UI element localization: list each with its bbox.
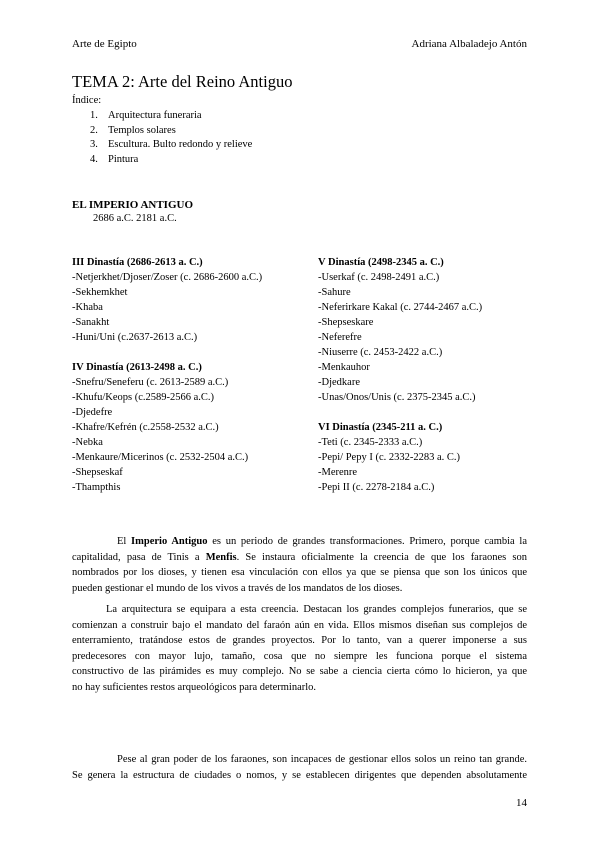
ruler-item: -Snefru/Seneferu (c. 2613-2589 a.C.)	[72, 377, 229, 388]
text-run: es un periodo de grandes transformaciones. Primero, porque cambia la	[207, 536, 527, 548]
ruler-item: -Khafre/Kefrén (c.2558-2532 a.C.)	[72, 422, 219, 433]
bold-term-menfis: Menfis	[205, 551, 237, 563]
ruler-item: -Pepi/ Pepy I (c. 2332-2283 a. C.)	[318, 452, 461, 463]
header-author: Adriana Albaladejo Antón	[411, 38, 527, 50]
paragraph-line: comienzan a construir bajo el mandato del faraón aún en vida. Ellos mismos diseñan sus complejos de	[72, 619, 527, 631]
ruler-item: -Shepseskaf	[72, 467, 123, 478]
dynasty-column-left	[72, 255, 312, 495]
ruler-item: -Neferirkare Kakal (c. 2744-2467 a.C.)	[318, 302, 483, 313]
index-item	[90, 109, 252, 124]
dynasty-column-right	[318, 255, 528, 495]
dynasty-block-iv	[72, 360, 312, 495]
index-item-number: 1.	[90, 110, 98, 121]
ruler-item: -Djedkare	[318, 377, 360, 388]
index-item-text: Pintura	[108, 153, 139, 165]
text-run: . Se instaura oficialmente la creencia de que los faraones son	[236, 551, 527, 563]
dynasty-block-v	[318, 255, 528, 405]
index-list	[90, 109, 252, 167]
ruler-item: -Sanakht	[72, 317, 110, 328]
body-paragraph-1	[72, 534, 527, 596]
paragraph-line: no hay suficientes restos arqueológicos para determinarlo.	[72, 681, 317, 693]
index-item-number: 4.	[90, 153, 98, 165]
ruler-item: -Nebka	[72, 437, 103, 448]
ruler-item: -Khaba	[72, 302, 103, 313]
paragraph-line: enterramiento, tratándose estos de grandes proyectos. Por lo tanto, van a querer imponerse a sus	[72, 635, 527, 647]
page-number: 14	[516, 797, 527, 809]
ruler-item: -Menkaure/Micerinos (c. 2532-2504 a.C.)	[72, 452, 249, 463]
ruler-item: -Huni/Uni (c.2637-2613 a.C.)	[72, 332, 198, 343]
ruler-item: -Sahure	[318, 287, 351, 298]
ruler-item: -Unas/Onos/Unis (c. 2375-2345 a.C.)	[318, 392, 476, 403]
ruler-item: -Teti (c. 2345-2333 a.C.)	[318, 437, 423, 448]
dynasty-block-vi	[318, 420, 528, 495]
section-dates: 2686 a.C. 2181 a.C.	[93, 213, 177, 224]
text-run: El	[117, 536, 132, 548]
body-paragraph-2	[72, 602, 527, 695]
ruler-item: -Thampthis	[72, 482, 121, 493]
ruler-item: -Merenre	[318, 467, 358, 478]
ruler-item: -Pepi II (c. 2278-2184 a.C.)	[318, 482, 435, 493]
ruler-item: -Shepseskare	[318, 317, 374, 328]
paragraph-line	[72, 534, 527, 550]
paragraph-line	[72, 550, 527, 566]
bold-term-imperio-antiguo: Imperio Antiguo	[131, 536, 208, 548]
text-run: capitalidad, pasa de Tinis a	[72, 551, 206, 563]
dynasty-title: III Dinastía (2686-2613 a. C.)	[72, 257, 203, 268]
index-item	[90, 153, 252, 168]
page-title: TEMA 2: Arte del Reino Antiguo	[72, 72, 293, 91]
paragraph-line: Pese al gran poder de los faraones, son incapaces de gestionar ellos solos un reino tan grande.	[117, 754, 527, 765]
dynasty-block-iii	[72, 255, 312, 345]
dynasty-title: V Dinastía (2498-2345 a. C.)	[318, 257, 444, 268]
ruler-item: -Khufu/Keops (c.2589-2566 a.C.)	[72, 392, 215, 403]
header-course-title: Arte de Egipto	[72, 38, 137, 50]
ruler-item: -Neferefre	[318, 332, 362, 343]
ruler-item: -Menkauhor	[318, 362, 370, 373]
index-item	[90, 124, 252, 139]
paragraph-line: constructivo de las pirámides es muy complejo. No se sabe a ciencia cierta cómo lo hicieron, ya que	[72, 666, 527, 678]
index-item-number: 2.	[90, 124, 98, 136]
ruler-item: -Userkaf (c. 2498-2491 a.C.)	[318, 272, 440, 283]
index-item-text: Templos solares	[108, 124, 176, 136]
paragraph-line: Se genera la estructura de ciudades o nomos, y se establecen dirigentes que dependen absolutamente	[72, 770, 527, 781]
index-label: Índice:	[72, 95, 102, 106]
ruler-item: -Netjerkhet/Djoser/Zoser (c. 2686-2600 a.C.)	[72, 272, 263, 283]
index-item-number: 3.	[90, 139, 98, 150]
index-item	[90, 138, 252, 153]
paragraph-line: La arquitectura se equipara a esta creencia. Destacan los grandes complejos funerarios, que se	[106, 604, 527, 616]
index-item-text: Arquitectura funeraria	[108, 110, 202, 121]
dynasty-title: IV Dinastía (2613-2498 a. C.)	[72, 362, 202, 373]
index-item-text: Escultura. Bulto redondo y relieve	[108, 139, 253, 150]
ruler-item: -Niuserre (c. 2453-2422 a.C.)	[318, 347, 443, 358]
paragraph-line: predecesores con mayor lujo, tamaño, cosa que no siempre les funciona porque el sistema	[72, 650, 527, 662]
paragraph-line: nombrados por los dioses, y tienen esa vinculación con ellos ya que se piensa que son los únicos que	[72, 567, 527, 579]
ruler-item: -Djedefre	[72, 407, 113, 418]
dynasty-title: VI Dinastía (2345-211 a. C.)	[318, 422, 443, 433]
section-heading: EL IMPERIO ANTIGUO	[72, 199, 194, 211]
paragraph-line: pueden gestionar el mundo de los vivos a través de los mandatos de los dioses.	[72, 582, 403, 594]
body-paragraph-3	[72, 752, 527, 784]
ruler-item: -Sekhemkhet	[72, 287, 128, 298]
